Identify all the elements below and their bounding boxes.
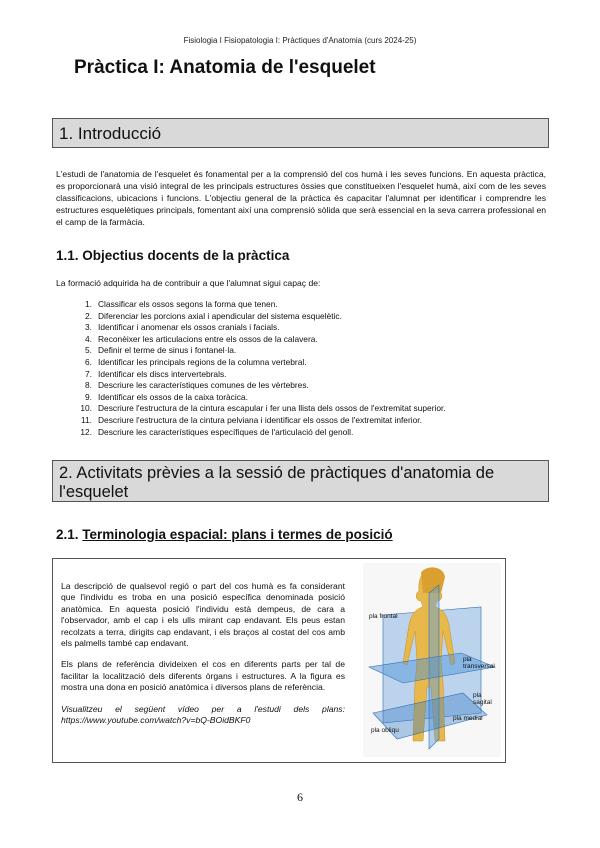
running-header: Fisiologia I Fisiopatologia I: Pràctiques d'Anatomia (curs 2024-25)	[183, 36, 417, 45]
section-1-header	[52, 118, 549, 148]
label-pla-frontal: pla frontal	[369, 613, 398, 620]
page-number: 6	[297, 790, 303, 804]
section-1-title: 1. Introducció	[59, 124, 162, 143]
subsection-1-1-title: 1.1. Objectius docents de la pràctica	[56, 248, 290, 263]
subsection-2-1-heading: Terminologia espacial: plans i termes de posició	[82, 527, 393, 542]
list-item: 4. Reconèixer les articulacions entre els ossos de la calavera.	[85, 333, 318, 344]
video-note: Visualitzeu el següent vídeo per a l'estudi dels plans: https://www.youtube.com/watch?v=bQ-BOidBKF0	[61, 703, 345, 726]
label-pla-medial: pla medial	[453, 715, 483, 722]
objectives-list	[70, 299, 550, 438]
section-2-header	[52, 460, 549, 502]
list-item: 5. Definir el terme de sinus i fontanel·la.	[85, 345, 237, 356]
label-pla-transversal: pla transversal	[463, 656, 495, 670]
label-pla-obliqu: pla obliqu	[371, 727, 399, 734]
anatomical-position-paragraph: La descripció de qualsevol regió o part del cos humà es fa considerant que l'individu es troba en una posició específica denominada posició anatòmica. En aquesta posició l'individu està dempeus, de cara a l'observador, amb el cap i els ulls mirant cap endavant. Els peus estan recolzats a terra, dirigits cap endavant, i els braços al costat del cos amb els palmells també cap endavant.	[61, 581, 345, 649]
anatomical-planes-figure	[363, 563, 501, 757]
list-item: 9. Identificar els ossos de la caixa toràcica.	[85, 391, 248, 402]
objectives-lead: La formació adquirida ha de contribuir a que l'alumnat sigui capaç de:	[56, 278, 321, 288]
subsection-2-1-title	[56, 527, 393, 542]
list-item: 12. Descriure les característiques específiques de l'articulació del genoll.	[80, 426, 354, 437]
list-item: 8. Descriure les característiques comunes de les vèrtebres.	[85, 380, 309, 391]
list-item: 6. Identificar les principals regions de la columna vertebral.	[85, 356, 307, 367]
reference-planes-paragraph: Els plans de referència divideixen el cos en diferents parts per tal de facilitar la localització dels diferents òrgans i estructures. A la figura es mostra una dona en posició anatòmica i diversos plans de referència.	[61, 659, 345, 693]
section-2-title: 2. Activitats prèvies a la sessió de pràctiques d'anatomia de l'esquelet	[59, 464, 495, 501]
subsection-2-1-number: 2.1.	[56, 527, 79, 542]
label-pla-sagital: pla sagital	[473, 692, 492, 706]
list-item: 3. Identificar i anomenar els ossos cranials i facials.	[85, 322, 280, 333]
list-item: 1. Classificar els ossos segons la forma que tenen.	[85, 299, 278, 309]
intro-paragraph: L'estudi de l'anatomia de l'esquelet és fonamental per a la comprensió del cos humà i les seves funcions. En aquesta pràctica, es proporcionarà una visió integral de les principals estructures òssies que constitueixen l'esquelet humà, així com de les seves classificacions, ubicacions i funcions. L'objectiu general de la pràctica és capacitar l'alumnat per identificar i comprendre les estructures esquelètiques principals, fomentant així una comprensió sòlida que serà essencial en la seva carrera professional en el camp de la farmàcia.	[56, 169, 546, 227]
list-item: 10. Descriure l'estructura de la cintura escapular i fer una llista dels ossos de l'extremitat superior.	[80, 403, 446, 414]
list-item: 7. Identificar els discs intervertebrals.	[85, 368, 227, 379]
list-item: 11. Descriure l'estructura de la cintura pelviana i identificar els ossos de l'extremitat inferior.	[80, 414, 422, 425]
figure-text	[61, 581, 345, 736]
document-title: Pràctica I: Anatomia de l'esquelet	[74, 57, 376, 78]
hair-shape	[421, 567, 445, 593]
list-item: 2. Diferenciar les porcions axial i apendicular del sistema esquelètic.	[85, 310, 342, 321]
